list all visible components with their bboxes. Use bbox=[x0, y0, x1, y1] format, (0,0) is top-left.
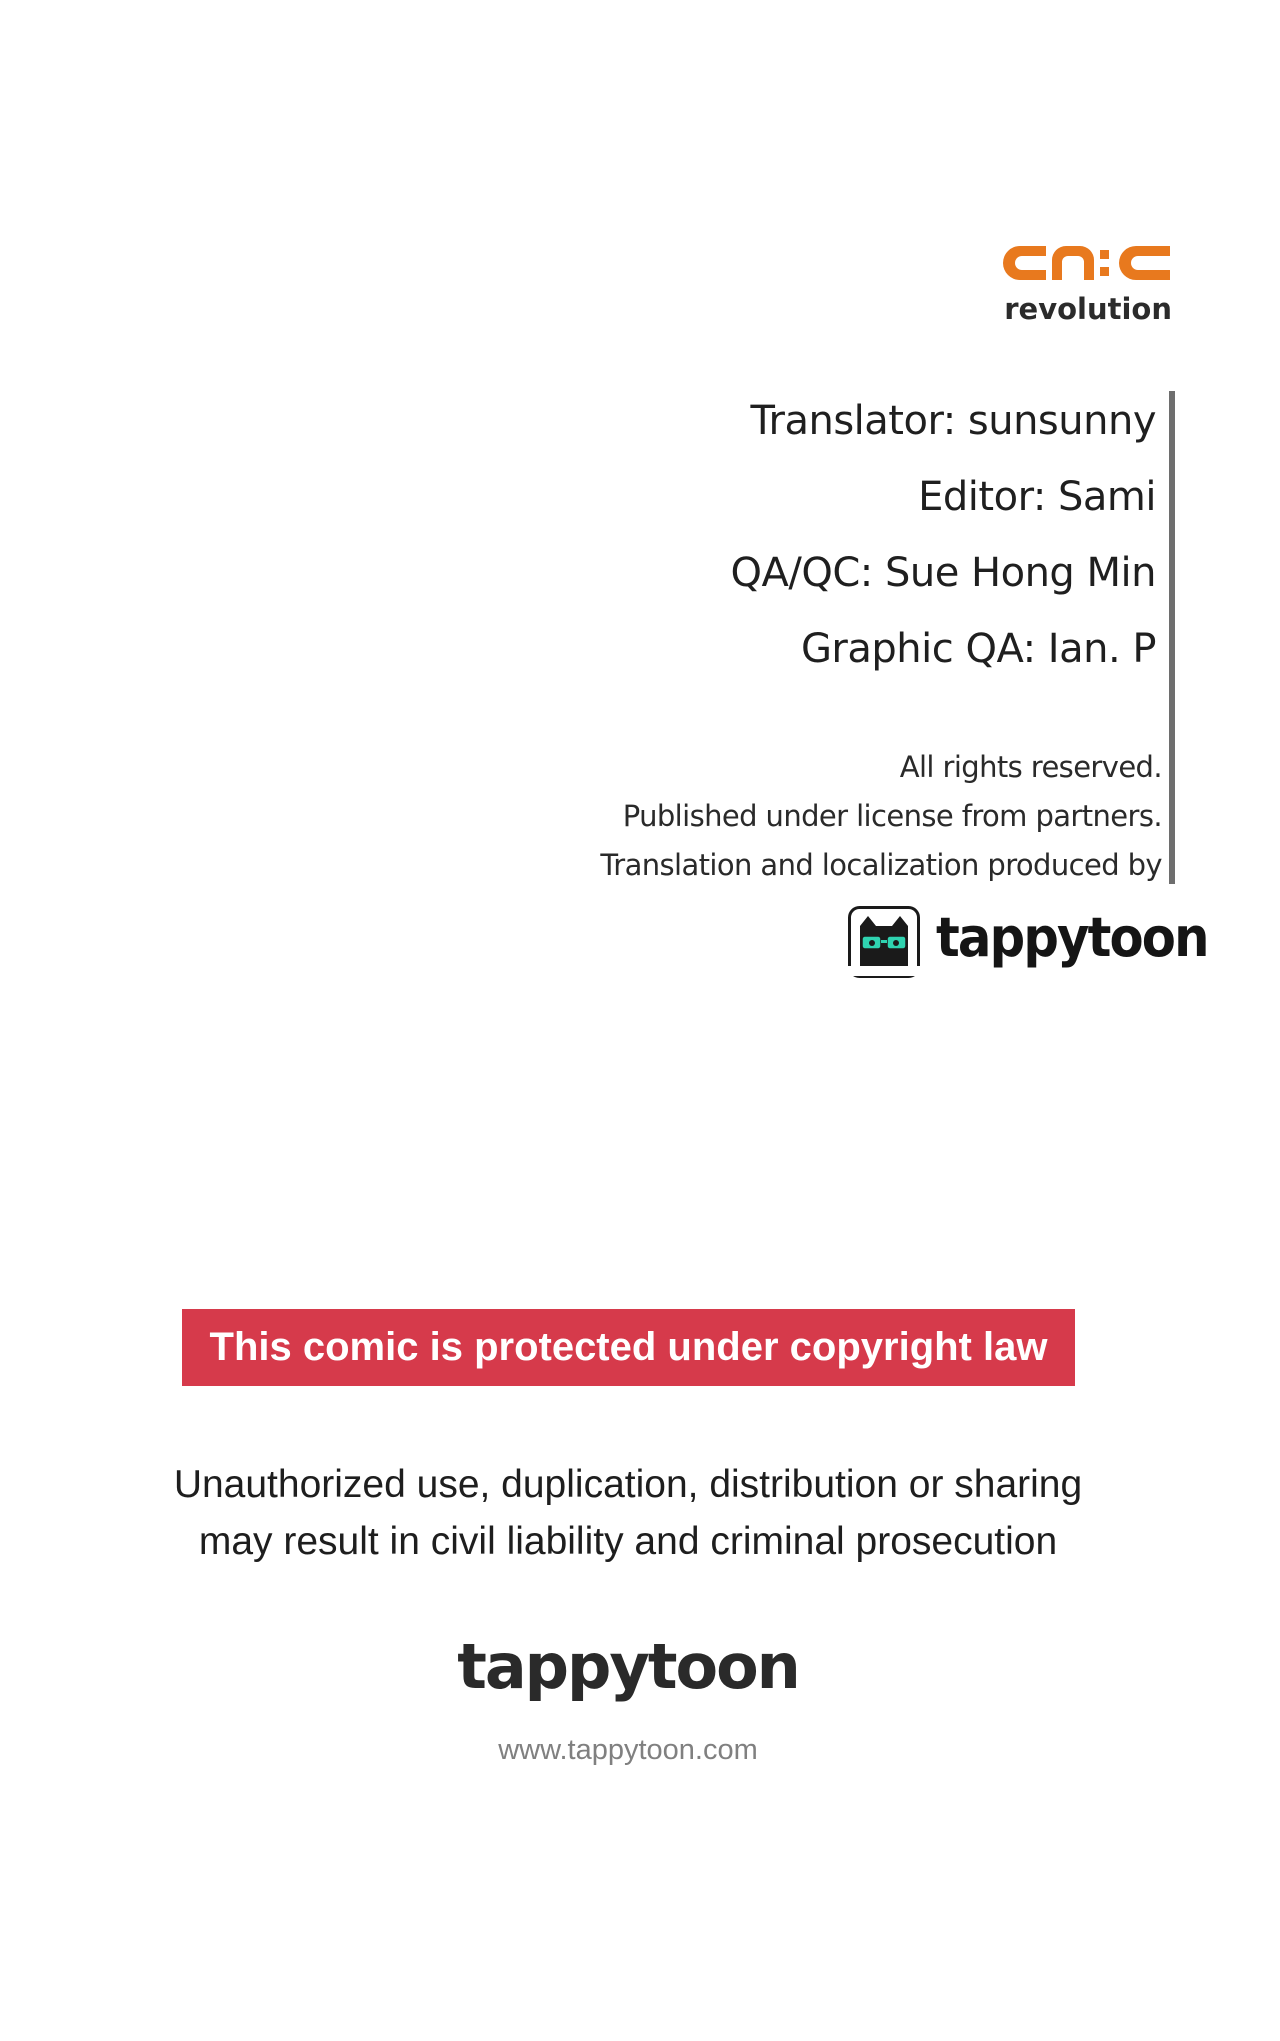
credit-editor: Editor: Sami bbox=[918, 474, 1156, 520]
credit-graphic-qa: Graphic QA: Ian. P bbox=[800, 626, 1156, 672]
cnc-revolution-logo bbox=[1000, 240, 1172, 330]
cat-glasses-icon bbox=[848, 906, 920, 978]
rights-localization: Translation and localization produced by bbox=[600, 848, 1162, 882]
credit-translator: Translator: sunsunny bbox=[750, 398, 1156, 444]
cnc-logo-mark bbox=[1000, 240, 1172, 296]
copyright-warning-line-2: may result in civil liability and criminal prosecution bbox=[198, 1520, 1058, 1563]
copyright-banner-text: This comic is protected under copyright law bbox=[209, 1325, 1048, 1369]
copyright-banner bbox=[182, 1309, 1075, 1386]
footer-tappytoon-wordmark: tappytoon bbox=[457, 1630, 799, 1703]
cnc-subtitle: revolution bbox=[1004, 292, 1172, 326]
credit-qa-qc: QA/QC: Sue Hong Min bbox=[730, 550, 1156, 596]
copyright-warning-line-1: Unauthorized use, duplication, distribution or sharing bbox=[173, 1463, 1083, 1506]
rights-reserved: All rights reserved. bbox=[899, 750, 1162, 784]
credits-divider-bar bbox=[1169, 391, 1175, 884]
rights-license: Published under license from partners. bbox=[622, 799, 1162, 833]
footer-url[interactable]: www.tappytoon.com bbox=[498, 1734, 758, 1766]
tappytoon-wordmark: tappytoon bbox=[936, 906, 1208, 969]
